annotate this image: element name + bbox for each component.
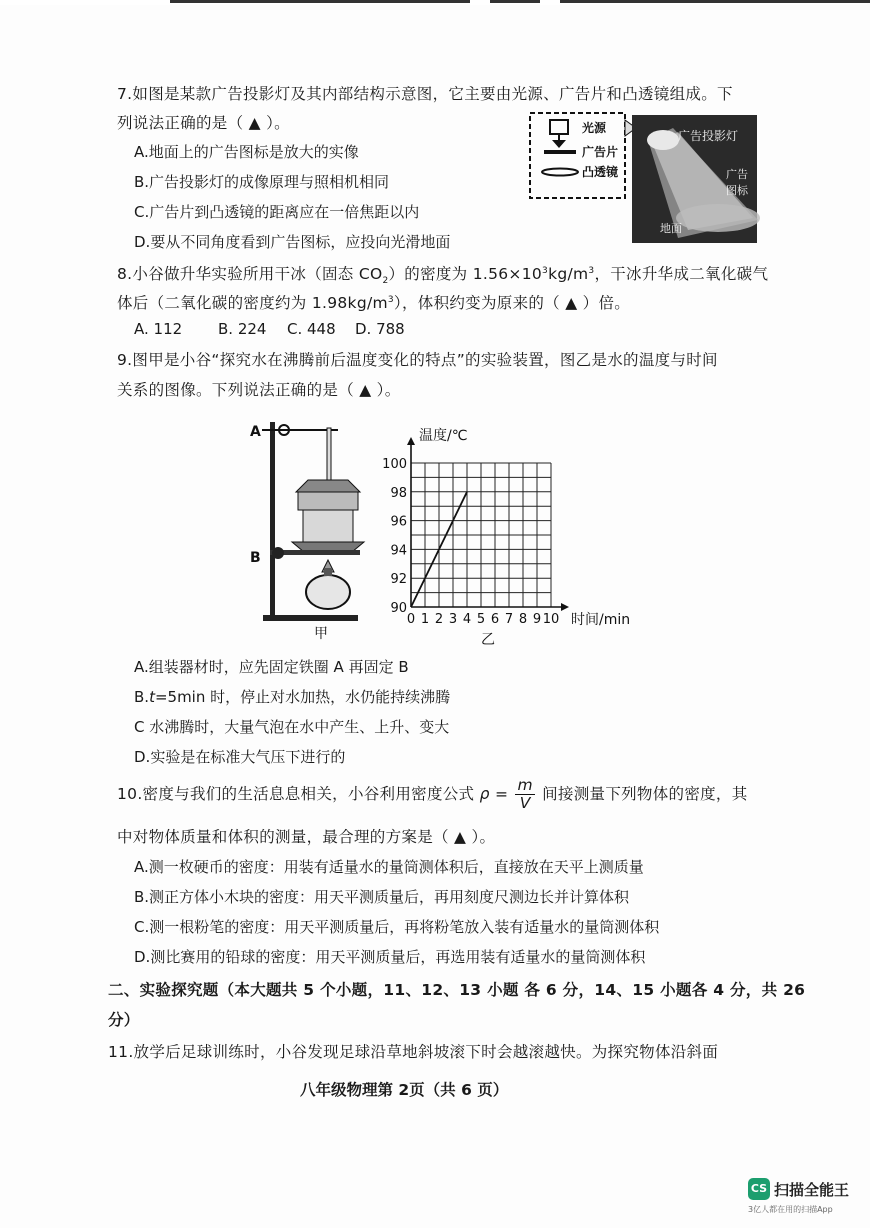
icon-label-1: 广告: [726, 168, 748, 181]
x-tick-label: 8: [518, 612, 528, 627]
q9-option-b: B.t=5min 时，停止对水加热，水仍能持续沸腾: [134, 688, 451, 706]
x-tick-label: 5: [476, 612, 486, 627]
q8-stem-line2: 体后（二氧化碳的密度约为 $1.98kg/m^3$），体积约变为原来的（ ▲ ）倍。: [117, 294, 631, 312]
y-tick-label: 94: [390, 543, 407, 559]
temperature-time-graph: [382, 420, 640, 650]
x-axis-label: 时间/min: [571, 612, 631, 628]
q7-option-c: C.广告片到凸透镜的距离应在一倍焦距以内: [134, 203, 420, 221]
camscanner-name: 扫描全能王: [774, 1181, 850, 1199]
camscanner-logo: CS: [748, 1178, 770, 1200]
x-tick-label: 7: [504, 612, 514, 627]
y-tick-label: 98: [390, 485, 407, 501]
projector-lamp-figure: [528, 110, 773, 245]
ground-label: 地面: [660, 222, 682, 235]
film-label: 广告片: [582, 145, 619, 159]
x-tick-label: 3: [448, 612, 458, 627]
q10-stem-line1: 10.密度与我们的生活息息相关，小谷利用密度公式 ρ = $\frac{m}{V}$ 间接测量下列物体的密度，其: [117, 776, 748, 812]
q11-stem-line1: 11.放学后足球训练时，小谷发现足球沿草地斜坡滚下时会越滚越快。为探究物体沿斜面: [108, 1043, 719, 1061]
x-tick-label: 1: [420, 612, 430, 627]
q9-stem-line2: 关系的图像。下列说法正确的是（ ▲ ）。: [117, 381, 401, 399]
x-axis-arrow: [561, 603, 569, 611]
q9-option-d: D.实验是在标准大气压下进行的: [134, 748, 346, 766]
scan-top-edge: [0, 0, 867, 5]
q10-option-a: A.测一枚硬币的密度：用装有适量水的量筒测体积后，直接放在天平上测质量: [134, 858, 644, 876]
camscanner-tagline: 3亿人都在用的扫描App: [748, 1205, 833, 1214]
section2-heading-line2: 分）: [108, 1011, 140, 1029]
q7-stem-line2: 列说法正确的是（ ▲ ）。: [117, 114, 290, 132]
q9-option-c: C 水沸腾时，大量气泡在水中产生、上升、变大: [134, 718, 450, 736]
q7-option-d: D.要从不同角度看到广告图标，应投向光滑地面: [134, 233, 451, 251]
section2-heading-line1: 二、实验探究题（本大题共 5 个小题，11、12、13 小题 各 6 分，14、15 小题各 4 分，共 26: [108, 981, 806, 999]
y-tick-label: 90: [390, 601, 407, 616]
figure-jia-label: 甲: [314, 626, 328, 642]
x-tick-label: 2: [434, 612, 444, 627]
density-formula: ρ =: [479, 785, 509, 803]
iron-ring-a-label: A: [250, 424, 261, 440]
y-axis-label: 温度/℃: [419, 428, 468, 444]
x-tick-label: 0: [406, 612, 416, 627]
x-tick-label: 10: [542, 612, 560, 627]
y-tick-label: 92: [390, 572, 407, 588]
q7-stem-line1: 7.如图是某款广告投影灯及其内部结构示意图，它主要由光源、广告片和凸透镜组成。下: [117, 85, 733, 103]
q8-stem-line1: 8.小谷做升华实验所用干冰（固态 $CO_2$）的密度为 $1.56\times 10^3kg/m^3$，干冰升华成二氧化碳气: [117, 265, 769, 287]
lamp-label: 广告投影灯: [678, 129, 739, 143]
q8-option-c: C. 448: [287, 320, 336, 338]
iron-ring-b-label: B: [250, 550, 261, 566]
light-source-label: 光源: [582, 121, 607, 135]
q9-stem-line1: 9.图甲是小谷“探究水在沸腾前后温度变化的特点”的实验装置，图乙是水的温度与时间: [117, 351, 718, 369]
q10-option-b: B.测正方体小木块的密度：用天平测质量后，再用刻度尺测边长并计算体积: [134, 888, 630, 906]
q7-option-a: A.地面上的广告图标是放大的实像: [134, 143, 359, 161]
q10-option-d: D.测比赛用的铅球的密度：用天平测质量后，再选用装有适量水的量筒测体积: [134, 948, 646, 966]
x-tick-label: 6: [490, 612, 500, 627]
q9-option-a: A.组装器材时，应先固定铁圈 A 再固定 B: [134, 658, 409, 676]
y-tick-label: 96: [390, 514, 407, 530]
icon-label-2: 图标: [726, 184, 748, 197]
density-fraction: $\frac{m}{V}$: [517, 776, 533, 812]
page-footer: 八年级物理第 2页（共 6 页）: [300, 1081, 509, 1099]
x-tick-label: 9: [532, 612, 542, 627]
q7-option-b: B.广告投影灯的成像原理与照相机相同: [134, 173, 390, 191]
y-axis-arrow: [407, 437, 415, 445]
q10-stem-line2: 中对物体质量和体积的测量，最合理的方案是（ ▲ ）。: [117, 828, 496, 846]
q8-option-a: A. 112: [134, 320, 183, 338]
q10-option-c: C.测一根粉笔的密度：用天平测质量后，再将粉笔放入装有适量水的量筒测体积: [134, 918, 660, 936]
figure-yi-label: 乙: [481, 632, 495, 648]
q8-option-b: B. 224: [218, 320, 267, 338]
x-tick-label: 4: [462, 612, 472, 627]
q8-option-d: D. 788: [355, 320, 405, 338]
boiling-apparatus-figure: [248, 410, 378, 640]
lens-label: 凸透镜: [582, 165, 619, 179]
y-tick-label: 100: [382, 457, 407, 472]
